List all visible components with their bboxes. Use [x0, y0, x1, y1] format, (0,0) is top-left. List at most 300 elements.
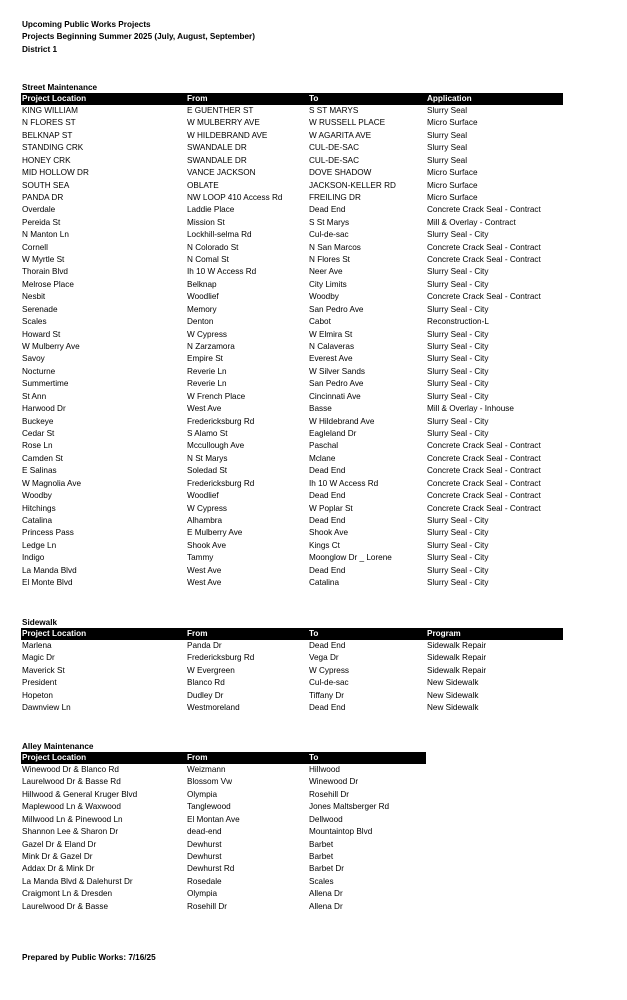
table-cell: W Mulberry Ave: [22, 342, 80, 352]
table-cell: Concrete Crack Seal - Contract: [427, 478, 541, 488]
table-cell: Cornell: [22, 242, 48, 252]
table-cell: Soledad St: [187, 466, 228, 476]
table-cell: Winewood Dr & Blanco Rd: [22, 765, 119, 774]
document-header: [22, 19, 255, 56]
table-cell: Cedar St: [22, 428, 55, 438]
table-cell: Millwood Ln & Pinewood Ln: [22, 814, 123, 824]
table-cell: Ih 10 W Access Rd: [187, 267, 257, 277]
table-cell: E Mulberry Ave: [187, 528, 243, 538]
table-row: [21, 702, 563, 714]
table-cell: Mccullough Ave: [187, 441, 245, 451]
sidewalk-table: [21, 628, 563, 715]
street-maintenance-section: [21, 82, 563, 589]
table-cell: Slurry Seal - City: [427, 267, 489, 277]
table-cell: N Zarzamora: [187, 342, 235, 352]
table-row: [21, 652, 563, 664]
table-row: [21, 764, 426, 776]
table-cell: Fredericksburg Rd: [187, 478, 255, 488]
table-cell: Mink Dr & Gazel Dr: [22, 851, 93, 861]
table-cell: Serenade: [22, 304, 58, 314]
table-cell: Shook Ave: [309, 528, 348, 538]
table-cell: E Salinas: [22, 466, 57, 476]
table-cell: Vega Dr: [309, 653, 339, 663]
table-cell: Tammy: [187, 553, 214, 563]
table-cell: PANDA DR: [22, 192, 64, 202]
table-cell: Dead End: [309, 205, 346, 215]
table-cell: W Cypress: [309, 665, 350, 675]
table-cell: Concrete Crack Seal - Contract: [427, 205, 541, 215]
column-header: From: [186, 93, 308, 105]
table-row: [21, 105, 563, 117]
table-cell: Slurry Seal - City: [427, 553, 489, 563]
table-cell: West Ave: [187, 565, 222, 575]
table-cell: W MULBERRY AVE: [187, 118, 260, 128]
sidewalk-title: Sidewalk: [22, 618, 58, 627]
table-row: [21, 839, 426, 851]
table-cell: Micro Surface: [427, 192, 478, 202]
table-cell: Slurry Seal - City: [427, 329, 489, 339]
table-row: [21, 851, 426, 863]
table-cell: Thorain Blvd: [22, 267, 68, 277]
table-cell: Harwood Dr: [22, 404, 66, 414]
table-cell: Cul-de-sac: [309, 678, 349, 688]
table-cell: El Montan Ave: [187, 814, 240, 824]
table-cell: Allena Dr: [309, 889, 343, 899]
table-cell: E GUENTHER ST: [187, 106, 254, 115]
table-cell: La Manda Blvd & Dalehurst Dr: [22, 876, 133, 886]
table-cell: Sidewalk Repair: [427, 653, 487, 663]
table-row: [21, 155, 563, 167]
table-row: [21, 130, 563, 142]
table-cell: Sidewalk Repair: [427, 665, 487, 675]
table-cell: W AGARITA AVE: [309, 130, 372, 140]
table-cell: Barbet Dr: [309, 864, 345, 874]
table-row: [21, 204, 563, 216]
table-cell: Concrete Crack Seal - Contract: [427, 255, 541, 265]
table-cell: Tiffany Dr: [309, 690, 345, 700]
table-cell: Shook Ave: [187, 540, 226, 550]
table-cell: N Manton Ln: [22, 230, 69, 240]
table-cell: Craigmont Ln & Dresden: [22, 889, 113, 899]
table-cell: Scales: [309, 876, 334, 886]
table-row: [21, 366, 563, 378]
table-cell: Slurry Seal - City: [427, 230, 489, 240]
column-header: From: [186, 752, 308, 764]
table-cell: Woodby: [309, 292, 339, 302]
table-row: [21, 789, 426, 801]
table-cell: Rosedale: [187, 876, 222, 886]
table-cell: Nocturne: [22, 366, 56, 376]
column-header: From: [186, 628, 308, 640]
table-cell: DOVE SHADOW: [309, 168, 372, 178]
table-cell: Concrete Crack Seal - Contract: [427, 441, 541, 451]
table-cell: Everest Ave: [309, 354, 353, 364]
table-row: [21, 565, 563, 577]
table-row: [21, 428, 563, 440]
table-cell: Slurry Seal: [427, 106, 468, 115]
table-cell: Magic Dr: [22, 653, 55, 663]
table-cell: Micro Surface: [427, 180, 478, 190]
table-row: [21, 577, 563, 589]
table-cell: Woodby: [22, 491, 52, 501]
table-cell: Rose Ln: [22, 441, 53, 451]
table-cell: Barbet: [309, 851, 334, 861]
column-header: Program: [426, 628, 563, 640]
table-cell: Blossom Vw: [187, 777, 233, 787]
table-row: [21, 478, 563, 490]
table-cell: President: [22, 678, 57, 688]
alley-maintenance-section: [21, 741, 426, 913]
table-cell: Dead End: [309, 641, 346, 650]
table-cell: W Cypress: [187, 329, 228, 339]
table-cell: Micro Surface: [427, 168, 478, 178]
table-row: [21, 640, 563, 652]
table-cell: Indigo: [22, 553, 45, 563]
table-cell: Sidewalk Repair: [427, 641, 487, 650]
table-row: [21, 901, 426, 913]
table-row: [21, 776, 426, 788]
table-cell: Denton: [187, 317, 214, 327]
table-cell: W Cypress: [187, 503, 228, 513]
table-cell: VANCE JACKSON: [187, 168, 256, 178]
table-cell: Dudley Dr: [187, 690, 224, 700]
table-cell: Winewood Dr: [309, 777, 359, 787]
table-cell: New Sidewalk: [427, 678, 479, 688]
table-cell: Lockhill-selma Rd: [187, 230, 252, 240]
table-cell: Gazel Dr & Eland Dr: [22, 839, 97, 849]
table-cell: SWANDALE DR: [187, 155, 247, 165]
table-cell: Mill & Overlay - Contract: [427, 217, 516, 227]
table-row: [21, 353, 563, 365]
table-row: [21, 440, 563, 452]
table-cell: Slurry Seal - City: [427, 565, 489, 575]
table-cell: Eagleland Dr: [309, 428, 357, 438]
table-cell: Neer Ave: [309, 267, 343, 277]
table-cell: W Magnolia Ave: [22, 478, 82, 488]
table-row: [21, 876, 426, 888]
table-cell: Slurry Seal - City: [427, 416, 489, 426]
table-cell: Concrete Crack Seal - Contract: [427, 242, 541, 252]
table-cell: St Ann: [22, 391, 47, 401]
alley-maintenance-table: [21, 752, 426, 913]
table-row: [21, 503, 563, 515]
table-cell: Slurry Seal: [427, 155, 468, 165]
table-cell: Cul-de-sac: [309, 230, 349, 240]
street-table-header: [21, 93, 563, 105]
table-cell: CUL-DE-SAC: [309, 155, 360, 165]
table-cell: W Silver Sands: [309, 366, 365, 376]
table-cell: Dellwood: [309, 814, 343, 824]
column-header: Project Location: [21, 93, 186, 105]
table-row: [21, 167, 563, 179]
table-cell: Melrose Place: [22, 279, 74, 289]
table-row: [21, 540, 563, 552]
table-row: [21, 378, 563, 390]
table-cell: N FLORES ST: [22, 118, 76, 128]
table-row: [21, 515, 563, 527]
table-row: [21, 266, 563, 278]
table-cell: Maverick St: [22, 665, 65, 675]
table-cell: W HILDEBRAND AVE: [187, 130, 268, 140]
table-cell: JACKSON-KELLER RD: [309, 180, 396, 190]
table-row: [21, 192, 563, 204]
header-subtitle: Projects Beginning Summer 2025 (July, August, September): [22, 32, 255, 42]
table-row: [21, 329, 563, 341]
table-cell: Mountaintop Blvd: [309, 827, 373, 837]
header-title: Upcoming Public Works Projects: [22, 20, 151, 29]
table-cell: W Elmira St: [309, 329, 353, 339]
table-cell: W Poplar St: [309, 503, 353, 513]
table-cell: Howard St: [22, 329, 61, 339]
table-row: [21, 490, 563, 502]
table-cell: Concrete Crack Seal - Contract: [427, 453, 541, 463]
table-row: [21, 814, 426, 826]
column-header: To: [308, 752, 426, 764]
table-cell: La Manda Blvd: [22, 565, 77, 575]
table-cell: Tanglewood: [187, 802, 231, 812]
table-cell: Mill & Overlay - Inhouse: [427, 404, 514, 414]
table-cell: Cabot: [309, 317, 331, 327]
table-cell: Slurry Seal - City: [427, 515, 489, 525]
table-cell: Ih 10 W Access Rd: [309, 478, 379, 488]
table-cell: Rosehill Dr: [187, 901, 228, 911]
table-cell: Dead End: [309, 491, 346, 501]
table-cell: W French Place: [187, 391, 246, 401]
column-header: Application: [426, 93, 563, 105]
table-cell: KING WILLIAM: [22, 106, 78, 115]
table-cell: Dead End: [309, 466, 346, 476]
table-row: [21, 117, 563, 129]
table-cell: San Pedro Ave: [309, 379, 364, 389]
table-row: [21, 304, 563, 316]
table-cell: Panda Dr: [187, 641, 222, 650]
table-cell: Empire St: [187, 354, 223, 364]
table-cell: Laddie Place: [187, 205, 235, 215]
prepared-by-footer: Prepared by Public Works: 7/16/25: [22, 953, 156, 962]
table-row: [21, 665, 563, 677]
table-cell: Dawnview Ln: [22, 703, 71, 713]
table-row: [21, 142, 563, 154]
table-cell: Mission St: [187, 217, 225, 227]
table-row: [21, 291, 563, 303]
table-cell: W Hildebrand Ave: [309, 416, 375, 426]
table-row: [21, 217, 563, 229]
table-cell: NW LOOP 410 Access Rd: [187, 192, 283, 202]
table-cell: Concrete Crack Seal - Contract: [427, 491, 541, 501]
table-cell: Barbet: [309, 839, 334, 849]
table-cell: Hopeton: [22, 690, 53, 700]
table-row: [21, 416, 563, 428]
table-cell: San Pedro Ave: [309, 304, 364, 314]
table-cell: Alhambra: [187, 515, 223, 525]
table-cell: Catalina: [309, 578, 340, 588]
table-cell: Reverie Ln: [187, 379, 227, 389]
table-cell: Slurry Seal - City: [427, 304, 489, 314]
table-cell: SWANDALE DR: [187, 143, 247, 153]
table-cell: CUL-DE-SAC: [309, 143, 360, 153]
table-cell: Olympia: [187, 789, 218, 799]
table-cell: W Myrtle St: [22, 255, 65, 265]
table-cell: Addax Dr & Mink Dr: [22, 864, 95, 874]
table-cell: Slurry Seal - City: [427, 528, 489, 538]
table-cell: Pereida St: [22, 217, 61, 227]
table-cell: Overdale: [22, 205, 56, 215]
table-cell: Marlena: [22, 641, 52, 650]
table-cell: Blanco Rd: [187, 678, 225, 688]
table-cell: Slurry Seal - City: [427, 428, 489, 438]
table-cell: Mclane: [309, 453, 336, 463]
column-header: To: [308, 93, 426, 105]
table-cell: Belknap: [187, 279, 217, 289]
table-cell: Slurry Seal - City: [427, 578, 489, 588]
table-cell: S Alamo St: [187, 428, 228, 438]
table-row: [21, 279, 563, 291]
table-cell: Dewhurst: [187, 839, 222, 849]
table-cell: Slurry Seal - City: [427, 366, 489, 376]
table-cell: Micro Surface: [427, 118, 478, 128]
table-row: [21, 677, 563, 689]
header-district: District 1: [22, 44, 58, 54]
table-cell: West Ave: [187, 404, 222, 414]
table-row: [21, 888, 426, 900]
table-cell: N St Marys: [187, 453, 228, 463]
table-cell: Basse: [309, 404, 332, 414]
table-cell: S ST MARYS: [309, 106, 359, 115]
table-cell: Dead End: [309, 565, 346, 575]
table-cell: Nesbit: [22, 292, 46, 302]
table-row: [21, 254, 563, 266]
table-cell: West Ave: [187, 578, 222, 588]
table-cell: Slurry Seal - City: [427, 342, 489, 352]
table-cell: N San Marcos: [309, 242, 361, 252]
table-cell: Reconstruction-L: [427, 317, 489, 327]
street-maintenance-table: [21, 93, 563, 589]
table-cell: BELKNAP ST: [22, 130, 73, 140]
table-row: [21, 690, 563, 702]
table-cell: Cincinnati Ave: [309, 391, 361, 401]
table-cell: Slurry Seal: [427, 143, 468, 153]
table-cell: Olympia: [187, 889, 218, 899]
table-cell: HONEY CRK: [22, 155, 71, 165]
table-cell: Reverie Ln: [187, 366, 227, 376]
table-cell: Hillwood: [309, 765, 340, 774]
alley-maintenance-title: Alley Maintenance: [22, 742, 94, 751]
table-cell: Maplewood Ln & Waxwood: [22, 802, 121, 812]
table-cell: Jones Maltsberger Rd: [309, 802, 390, 812]
table-cell: OBLATE: [187, 180, 219, 190]
table-cell: N Colorado St: [187, 242, 239, 252]
table-cell: Buckeye: [22, 416, 54, 426]
table-cell: Allena Dr: [309, 901, 343, 911]
sidewalk-table-header: [21, 628, 563, 640]
table-cell: Laurelwood Dr & Basse Rd: [22, 777, 121, 787]
table-cell: Concrete Crack Seal - Contract: [427, 466, 541, 476]
table-cell: Scales: [22, 317, 47, 327]
table-cell: Slurry Seal: [427, 130, 468, 140]
table-cell: Paschal: [309, 441, 339, 451]
table-cell: Westmoreland: [187, 703, 240, 713]
table-cell: New Sidewalk: [427, 703, 479, 713]
table-cell: Catalina: [22, 515, 53, 525]
table-cell: Camden St: [22, 453, 63, 463]
table-cell: Ledge Ln: [22, 540, 57, 550]
table-row: [21, 465, 563, 477]
table-cell: Dead End: [309, 515, 346, 525]
table-cell: Moonglow Dr _ Lorene: [309, 553, 392, 563]
table-cell: Dead End: [309, 703, 346, 713]
table-cell: Slurry Seal - City: [427, 354, 489, 364]
alley-table-header: [21, 752, 426, 764]
table-cell: Slurry Seal - City: [427, 540, 489, 550]
table-cell: Concrete Crack Seal - Contract: [427, 503, 541, 513]
table-cell: Slurry Seal - City: [427, 279, 489, 289]
table-cell: Princess Pass: [22, 528, 74, 538]
table-cell: El Monte Blvd: [22, 578, 73, 588]
table-cell: Savoy: [22, 354, 45, 364]
table-row: [21, 316, 563, 328]
table-cell: W RUSSELL PLACE: [309, 118, 386, 128]
table-cell: City Limits: [309, 279, 347, 289]
table-cell: Laurelwood Dr & Basse: [22, 901, 109, 911]
table-row: [21, 552, 563, 564]
table-cell: N Calaveras: [309, 342, 355, 352]
table-row: [21, 403, 563, 415]
table-row: [21, 453, 563, 465]
table-cell: STANDING CRK: [22, 143, 84, 153]
table-cell: New Sidewalk: [427, 690, 479, 700]
table-cell: Slurry Seal - City: [427, 379, 489, 389]
column-header: To: [308, 628, 426, 640]
table-cell: Hitchings: [22, 503, 56, 513]
table-cell: dead-end: [187, 827, 222, 837]
table-row: [21, 229, 563, 241]
table-cell: Dewhurst: [187, 851, 222, 861]
table-cell: Dewhurst Rd: [187, 864, 235, 874]
table-cell: N Flores St: [309, 255, 350, 265]
table-cell: Concrete Crack Seal - Contract: [427, 292, 541, 302]
table-row: [21, 826, 426, 838]
table-cell: Fredericksburg Rd: [187, 653, 255, 663]
table-cell: Kings Ct: [309, 540, 340, 550]
column-header: Project Location: [21, 628, 186, 640]
sidewalk-section: [21, 617, 563, 715]
table-cell: MID HOLLOW DR: [22, 168, 89, 178]
table-cell: Weizmann: [187, 765, 226, 774]
street-maintenance-title: Street Maintenance: [22, 83, 98, 92]
column-header: Project Location: [21, 752, 186, 764]
table-row: [21, 180, 563, 192]
table-cell: SOUTH SEA: [22, 180, 70, 190]
table-cell: Summertime: [22, 379, 69, 389]
table-cell: S St Marys: [309, 217, 350, 227]
table-row: [21, 341, 563, 353]
table-cell: W Evergreen: [187, 665, 235, 675]
table-cell: Shannon Lee & Sharon Dr: [22, 827, 119, 837]
table-row: [21, 801, 426, 813]
table-row: [21, 527, 563, 539]
table-cell: Memory: [187, 304, 217, 314]
table-cell: FREILING DR: [309, 192, 361, 202]
table-cell: Woodlief: [187, 292, 219, 302]
table-cell: Woodlief: [187, 491, 219, 501]
table-cell: Hillwood & General Kruger Blvd: [22, 789, 138, 799]
table-row: [21, 391, 563, 403]
table-cell: Fredericksburg Rd: [187, 416, 255, 426]
table-row: [21, 863, 426, 875]
table-row: [21, 242, 563, 254]
table-cell: Rosehill Dr: [309, 789, 350, 799]
table-cell: Slurry Seal - City: [427, 391, 489, 401]
